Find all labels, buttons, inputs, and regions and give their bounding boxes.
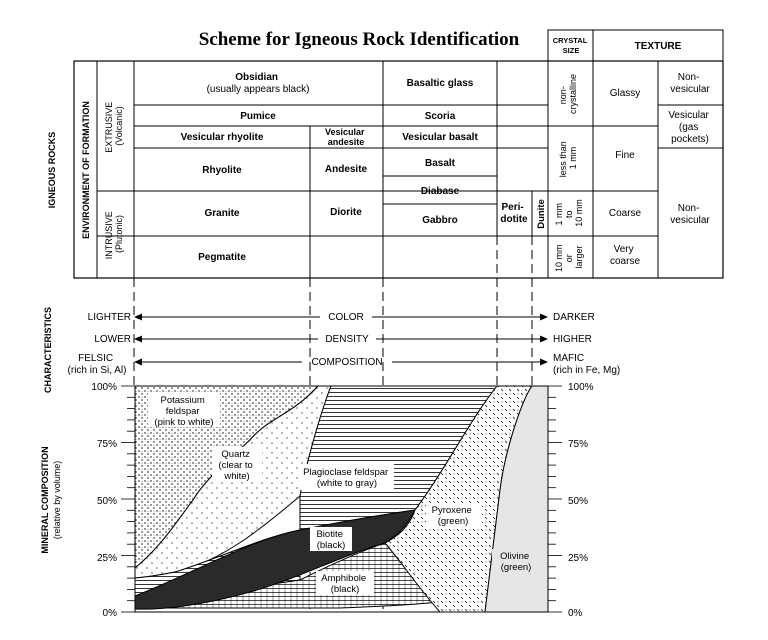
rock-pumice: Pumice (240, 111, 276, 122)
mineral-composition-axis-sublabel: (relative by volume) (52, 460, 62, 540)
tick-right-50: 50% (568, 496, 589, 507)
rock-vesicular-andesite: Vesicular andesite (324, 127, 365, 147)
rock-gabbro: Gabbro (422, 215, 458, 226)
rock-vesicular-rhyolite: Vesicular rhyolite (180, 132, 264, 143)
label-pyroxene: Pyroxene (green) (431, 505, 472, 527)
size-1-to-10mm: 1 mm to 10 mm (554, 199, 584, 227)
label-olivine: Olivine (green) (500, 551, 532, 573)
texture-very-coarse: Very coarse (609, 244, 641, 267)
texture-nonvesicular-top: Non- vesicular (670, 72, 710, 95)
percent-labels-right (568, 382, 594, 619)
texture-nonvesicular-bottom: Non- vesicular (670, 203, 710, 226)
rock-scoria: Scoria (424, 111, 456, 122)
density-right: HIGHER (553, 334, 592, 345)
mineral-composition-axis-label: MINERAL COMPOSITION (40, 446, 50, 554)
rock-rhyolite: Rhyolite (202, 165, 242, 176)
rock-dunite: Dunite (536, 199, 547, 229)
composition-left: FELSIC (rich in Si, Al) (67, 353, 127, 376)
rock-peridotite: Peri- dotite (500, 202, 528, 225)
tick-right-100: 100% (568, 382, 594, 393)
igneous-rocks-label: IGNEOUS ROCKS (47, 131, 57, 209)
tick-left-0: 0% (102, 608, 117, 619)
crystal-size-header: CRYSTAL SIZE (552, 36, 588, 55)
texture-glassy: Glassy (609, 88, 641, 99)
label-potassium-feldspar: Potassium feldspar (pink to white) (154, 395, 214, 428)
rock-pegmatite: Pegmatite (198, 252, 246, 263)
percent-labels-left (91, 382, 117, 619)
texture-vesicular: Vesicular (gas pockets) (668, 110, 709, 145)
density-left: LOWER (94, 334, 131, 345)
color-center: COLOR (328, 312, 364, 323)
label-plagioclase: Plagioclase feldspar (white to gray) (303, 467, 389, 489)
tick-left-25: 25% (96, 553, 117, 564)
label-amphibole: Amphibole (black) (321, 573, 367, 595)
texture-coarse: Coarse (608, 208, 642, 219)
tick-right-25: 25% (568, 553, 589, 564)
rock-basaltic-glass: Basaltic glass (406, 78, 474, 89)
characteristics-label: CHARACTERISTICS (43, 306, 53, 394)
composition-center: COMPOSITION (311, 357, 383, 368)
tick-left-50: 50% (96, 496, 117, 507)
texture-header: TEXTURE (634, 41, 682, 52)
size-noncrystalline: non- crystalline (558, 73, 578, 115)
size-less-than-1mm: less than 1 mm (558, 141, 578, 178)
rock-obsidian: Obsidian (usually appears black) (206, 72, 310, 95)
rock-diabase: Diabase (420, 186, 460, 197)
label-biotite: Biotite (black) (316, 529, 346, 551)
color-right: DARKER (553, 312, 595, 323)
environment-label: ENVIRONMENT OF FORMATION (81, 101, 91, 239)
density-center: DENSITY (325, 334, 369, 345)
size-10mm-or-larger: 10 mm or larger (554, 244, 584, 273)
label-quartz: Quartz (clear to white) (218, 449, 253, 482)
rock-granite: Granite (204, 208, 240, 219)
tick-left-100: 100% (91, 382, 117, 393)
color-left: LIGHTER (87, 312, 131, 323)
extrusive-label: EXTRUSIVE (Volcanic) (104, 101, 124, 153)
intrusive-label: INTRUSIVE (Plutonic) (104, 211, 124, 260)
tick-left-75: 75% (96, 439, 117, 450)
rock-andesite: Andesite (324, 164, 368, 175)
rock-vesicular-basalt: Vesicular basalt (402, 132, 478, 143)
composition-right: MAFIC (rich in Fe, Mg) (553, 353, 621, 376)
rock-basalt: Basalt (424, 158, 456, 169)
page-title: Scheme for Igneous Rock Identification (198, 29, 520, 50)
tick-right-0: 0% (568, 608, 583, 619)
texture-fine: Fine (615, 150, 635, 161)
tick-right-75: 75% (568, 439, 589, 450)
rock-diorite: Diorite (330, 207, 362, 218)
